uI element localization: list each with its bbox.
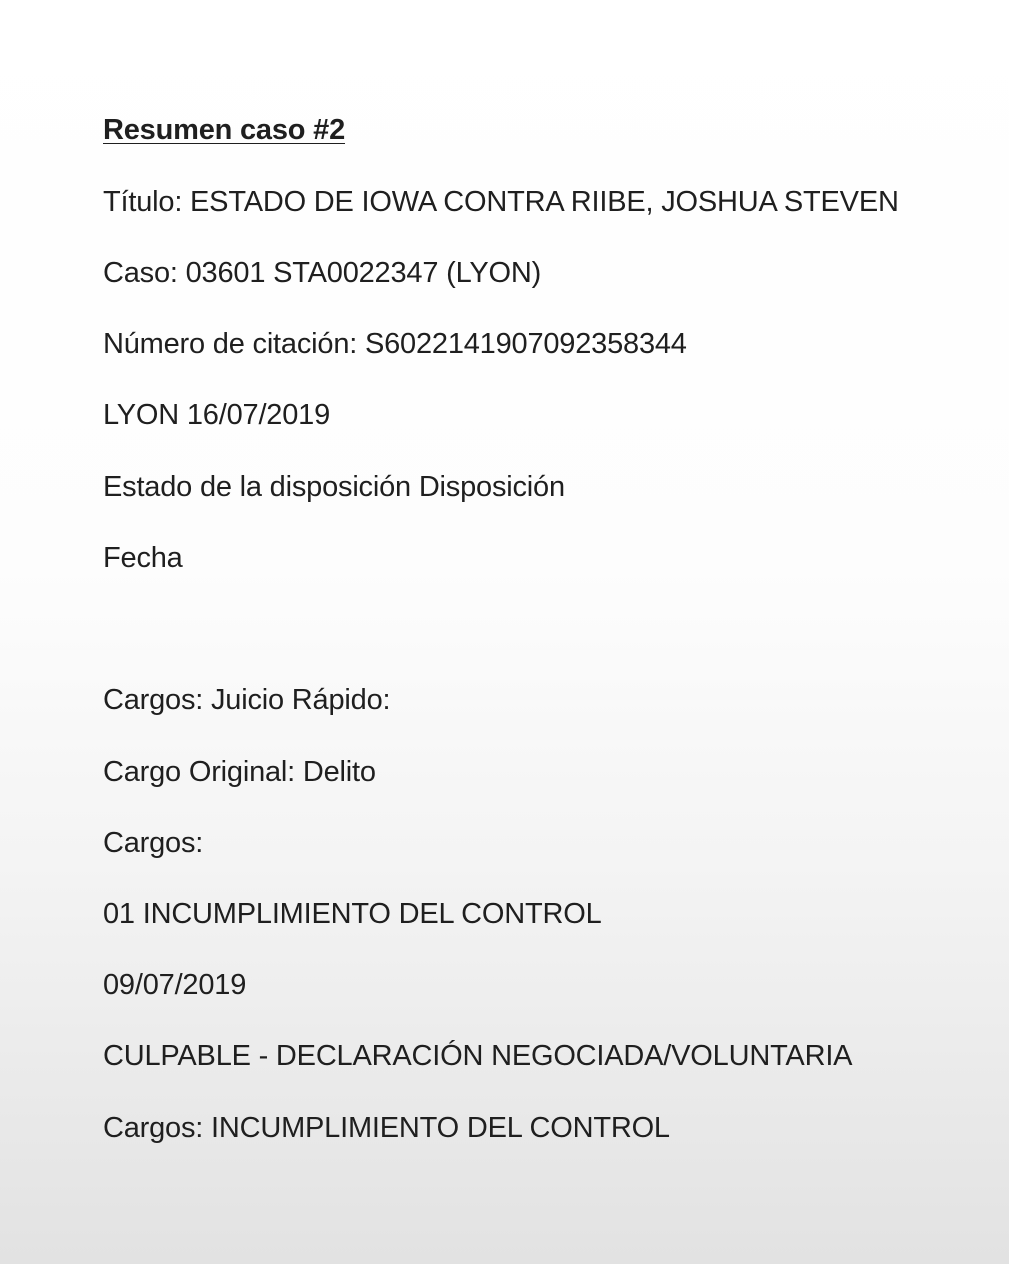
citation-number-line: Número de citación: S602214190709235834​4 — [103, 328, 687, 360]
final-charges-line: Cargos: INCUMPLIMIENTO DEL CONTROL — [103, 1112, 670, 1144]
charges-label-line: Cargos: — [103, 827, 204, 859]
case-number-line: Caso: 03601 STA0022347 (LYON) — [103, 257, 542, 289]
location-date-line: LYON 16/07/2019 — [103, 399, 331, 431]
date-label-line: Fecha — [103, 542, 183, 574]
case-title-line: Título: ESTADO DE IOWA CONTRA RIIBE, JOSHUA STEVEN — [103, 186, 899, 218]
original-charge-line: Cargo Original: Delito — [103, 756, 376, 788]
charge-date-line: 09/07/2019 — [103, 969, 247, 1001]
disposition-status-line: Estado de la disposición Disposición — [103, 471, 565, 503]
case-summary-heading: Resumen caso #2 — [103, 114, 346, 146]
charge-item-line: 01 INCUMPLIMIENTO DEL CONTROL — [103, 898, 602, 930]
verdict-line: CULPABLE - DECLARACIÓN NEGOCIADA/VOLUNTARIA — [103, 1040, 853, 1072]
charges-fast-track-line: Cargos: Juicio Rápido: — [103, 684, 391, 716]
